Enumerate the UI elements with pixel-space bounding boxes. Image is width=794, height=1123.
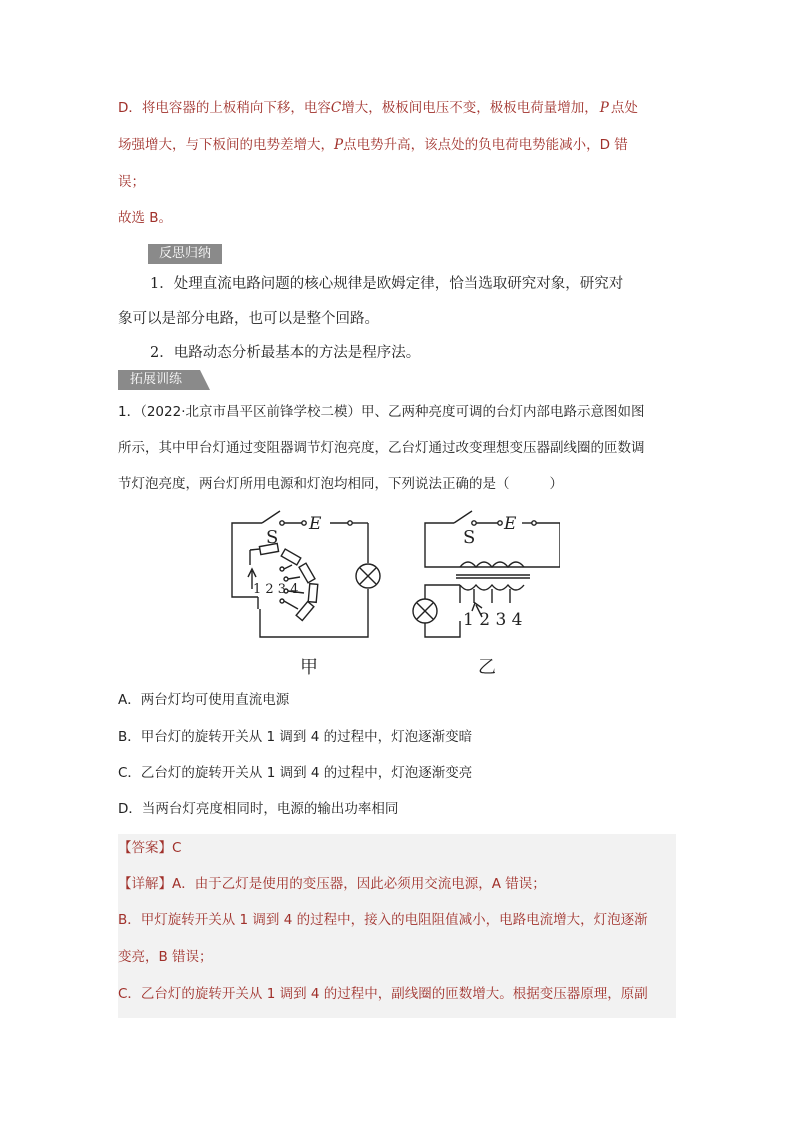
- reflection-item1-line1: 1．处理直流电路问题的核心规律是欧姆定律，恰当选取研究对象，研究对: [150, 276, 624, 292]
- reflection-item1-line2: 象可以是部分电路，也可以是整个回路。: [118, 311, 379, 327]
- yi-source-label: E: [504, 514, 517, 534]
- jia-source-label: E: [309, 514, 322, 534]
- conclusion: 故选 B。: [118, 210, 173, 226]
- question-text: ）: [549, 476, 563, 492]
- option-a: A．两台灯均可使用直流电源: [118, 692, 290, 708]
- answer-line: [118, 838, 181, 858]
- question-line3: [118, 474, 563, 494]
- circuit-jia: [232, 511, 380, 637]
- yi-switch-label: S: [463, 527, 476, 548]
- solution-text: D．将电容器的上板稍向下移，电容: [118, 100, 331, 116]
- solution-d-line2: [118, 135, 628, 155]
- solution-d-line1: [118, 98, 638, 118]
- reflection-label: 反思归纳: [148, 244, 222, 264]
- reflection-item2: 2．电路动态分析最基本的方法是程序法。: [150, 345, 421, 361]
- option-b: B．甲台灯的旋转开关从 1 调到 4 的过程中，灯泡逐渐变暗: [118, 729, 473, 745]
- jia-switch-label: S: [266, 527, 279, 548]
- yi-tap-numbers: 1 2 3 4: [463, 610, 523, 630]
- question-text: 节灯泡亮度，两台灯所用电源和灯泡均相同，下列说法正确的是（: [118, 476, 510, 492]
- variable-p: P: [599, 100, 609, 116]
- detail-tag: 【详解】: [118, 876, 172, 892]
- question-line2: 所示，其中甲台灯通过变阻器调节灯泡亮度，乙台灯通过改变理想变压器副线圈的匝数调: [118, 440, 645, 456]
- detail-line-a: [118, 874, 546, 894]
- variable-p: P: [334, 137, 344, 153]
- solution-d-line3: 误；: [118, 174, 145, 190]
- solution-text: 增大，极板间电压不变，极板电荷量增加，: [341, 100, 598, 116]
- jia-tap-numbers: 1 2 3 4: [253, 582, 299, 597]
- detail-line-b2: 变亮，B 错误；: [118, 949, 213, 965]
- option-d: D．当两台灯亮度相同时，电源的输出功率相同: [118, 801, 399, 817]
- yi-caption: 乙: [478, 657, 496, 678]
- solution-text: 点电势升高，该点处的负电荷电势能减小，D 错: [343, 137, 628, 153]
- detail-line-b1: B．甲灯旋转开关从 1 调到 4 的过程中，接入的电阻阻值减小，电路电流增大，灯泡逐渐: [118, 912, 648, 928]
- solution-text: 场强增大，与下板间的电势差增大，: [118, 137, 334, 153]
- question-line1: 1．（2022·北京市昌平区前锋学校二模）甲、乙两种亮度可调的台灯内部电路示意图如图: [118, 404, 645, 420]
- circuit-figure: [220, 505, 560, 685]
- variable-c: C: [330, 100, 342, 116]
- detail-text: A．由于乙灯是使用的变压器，因此必须用交流电源，A 错误；: [172, 876, 546, 892]
- answer-tag: 【答案】: [118, 840, 172, 856]
- answer-value: C: [172, 840, 182, 856]
- solution-text: 点处: [610, 100, 638, 116]
- jia-caption: 甲: [300, 657, 318, 678]
- option-c: C．乙台灯的旋转开关从 1 调到 4 的过程中，灯泡逐渐变亮: [118, 765, 473, 781]
- extension-label-text: 拓展训练: [130, 372, 183, 387]
- detail-line-c: C．乙台灯的旋转开关从 1 调到 4 的过程中，副线圈的匝数增大。根据变压器原理，原副: [118, 986, 648, 1002]
